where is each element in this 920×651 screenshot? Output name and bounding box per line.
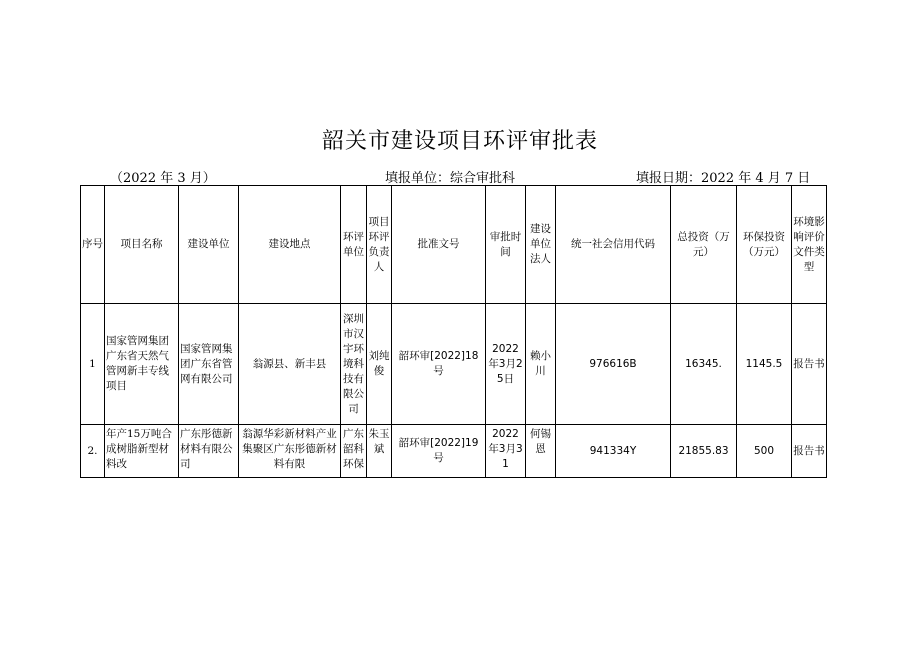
row-legal-rep — [526, 425, 556, 478]
row-location: 翁源县、新丰县 — [239, 304, 341, 425]
row-legal-rep-text: 何锡恩 — [530, 428, 551, 455]
header-approval-time: 审批时间 — [486, 186, 526, 304]
header-credit-code: 统一社会信用代码 — [556, 186, 671, 304]
header-project-name: 项目名称 — [105, 186, 179, 304]
header-seq: 序号 — [81, 186, 105, 304]
row-eia-type: 报告书 — [792, 304, 827, 425]
report-period: （2022 年 3 月） — [110, 171, 216, 186]
header-location: 建设地点 — [239, 186, 341, 304]
row-approval-time-text: 2022年3月31 — [488, 428, 523, 470]
row-approval-no: 韶环审[2022]18 号 — [392, 304, 486, 425]
header-total-invest: 总投资（万元） — [671, 186, 737, 304]
row-eia-person-text: 朱玉斌 — [368, 428, 390, 455]
report-unit: 填报单位：综合审批科 — [385, 171, 516, 186]
table-row — [81, 304, 827, 425]
approval-table — [80, 185, 827, 478]
row-total-invest: 16345. — [671, 304, 737, 425]
row-location-text: 翁源华彩新材料产业集聚区广东彤德新材料有限 — [242, 428, 337, 470]
header-legal-rep: 建设单位法人 — [526, 186, 556, 304]
row-builder — [179, 425, 239, 478]
table-header-row — [81, 186, 827, 304]
report-date: 填报日期：2022 年 4 月 7 日 — [636, 171, 811, 186]
row-env-invest: 500 — [737, 425, 792, 478]
row-seq: 1 — [81, 304, 105, 425]
row-builder-text: 广东彤德新材料有限公司 — [180, 428, 233, 470]
row-eia-unit: 深圳市汉宇环境科技有限公司 — [341, 304, 367, 425]
header-eia-unit: 环评单位 — [341, 186, 367, 304]
row-eia-type: 报告书 — [792, 425, 827, 478]
row-approval-time: 2022年3月25日 — [486, 304, 526, 425]
row-project-name: 国家管网集团广东省天然气管网新丰专线项目 — [105, 304, 179, 425]
page-title: 韶关市建设项目环评审批表 — [321, 129, 598, 154]
header-builder: 建设单位 — [179, 186, 239, 304]
row-eia-person: 刘纯俊 — [367, 304, 392, 425]
header-env-invest: 环保投资（万元） — [737, 186, 792, 304]
row-location — [239, 425, 341, 478]
header-approval-no: 批准文号 — [392, 186, 486, 304]
row-total-invest: 21855.83 — [671, 425, 737, 478]
row-eia-unit-text: 广东韶科环保 — [343, 428, 364, 470]
header-eia-type: 环境影响评价文件类型 — [792, 186, 827, 304]
row-approval-no: 韶环审[2022]19 号 — [392, 425, 486, 478]
row-eia-unit — [341, 425, 367, 478]
table-row — [81, 425, 827, 478]
row-approval-time — [486, 425, 526, 478]
row-project-name — [105, 425, 179, 478]
row-eia-person — [367, 425, 392, 478]
row-project-name-text: 年产15万吨合成树脂新型材料改 — [106, 428, 172, 470]
header-eia-person: 项目环评负责人 — [367, 186, 392, 304]
row-builder: 国家管网集团广东省管网有限公司 — [179, 304, 239, 425]
row-credit-code: 941334Y — [556, 425, 671, 478]
row-seq — [81, 425, 105, 478]
row-seq-text: 2. — [87, 445, 98, 457]
row-env-invest: 1145.5 — [737, 304, 792, 425]
row-credit-code: 976616B — [556, 304, 671, 425]
row-legal-rep: 赖小川 — [526, 304, 556, 425]
